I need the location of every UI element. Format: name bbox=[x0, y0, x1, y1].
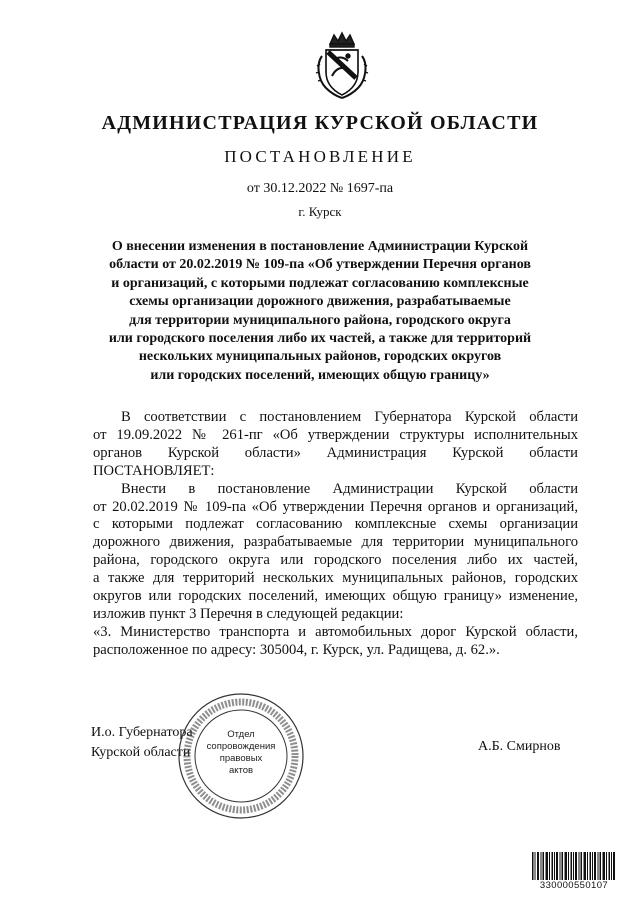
document-heading bbox=[90, 238, 550, 385]
body-line: органов Курской области» Администрация Курской области bbox=[93, 444, 578, 461]
stamp-line: правовых bbox=[219, 753, 263, 764]
document-type: ПОСТАНОВЛЕНИЕ bbox=[224, 147, 416, 166]
barcode-number: 330000550107 bbox=[529, 880, 619, 891]
body-line: а также для территорий нескольких муниципальных районов, городских bbox=[93, 570, 578, 587]
organization-title: АДМИНИСТРАЦИЯ КУРСКОЙ ОБЛАСТИ bbox=[101, 112, 539, 134]
heading-line: схемы организации дорожного движения, разрабатываемые bbox=[129, 294, 511, 310]
date-number: от 30.12.2022 № 1697-па bbox=[246, 181, 394, 196]
body-line: с которыми подлежат согласованию комплексные схемы организации bbox=[93, 516, 578, 533]
body-line: «3. Министерство транспорта и автомобильных дорог Курской области, bbox=[93, 623, 578, 640]
body-line: дорожного движения, разрабатываемые для территории муниципального bbox=[93, 534, 578, 551]
heading-line: или городских поселений, имеющих общую границу» bbox=[150, 367, 490, 383]
heading-line: О внесении изменения в постановление Администрации Курской bbox=[111, 239, 529, 254]
body-line: от 20.02.2019 № 109-па «Об утверждении Перечня органов и организаций, bbox=[93, 498, 578, 515]
body-line: ПОСТАНОВЛЯЕТ: bbox=[93, 462, 215, 479]
body-line: района, городского округа или городского поселения либо их частей, bbox=[93, 552, 578, 569]
coat-of-arms-emblem bbox=[312, 30, 372, 100]
document-body bbox=[93, 409, 578, 660]
signatory-position-line: И.о. Губернатора bbox=[91, 725, 193, 740]
heading-line: или городского поселения либо их частей, а также для территорий bbox=[108, 331, 532, 347]
stamp-line: сопровождения bbox=[206, 741, 276, 752]
signatory-name: А.Б. Смирнов bbox=[478, 739, 561, 754]
heading-line: нескольких муниципальных районов, городских округов bbox=[138, 349, 502, 365]
stamp-line: Отдел bbox=[227, 729, 255, 740]
body-line: Внести в постановление Администрации Курской области bbox=[121, 480, 578, 497]
city: г. Курск bbox=[298, 204, 342, 219]
body-line: В соответствии с постановлением Губернатора Курской области bbox=[121, 409, 578, 425]
heading-line: области от 20.02.2019 № 109-па «Об утверждении Перечня органов bbox=[109, 257, 531, 273]
body-line: от 19.09.2022 № 261-пг «Об утверждении структуры исполнительных bbox=[93, 426, 578, 443]
heading-line: и организаций, с которыми подлежат согласованию комплексные bbox=[111, 275, 529, 291]
heading-line: для территории муниципального района, городского округа bbox=[129, 312, 511, 328]
signatory-position-line: Курской области bbox=[91, 745, 191, 760]
stamp-inner-text bbox=[200, 729, 282, 777]
body-line: округов или городских поселений, имеющих общую границу» изменение, bbox=[93, 588, 578, 605]
body-line: изложив пункт 3 Перечня в следующей редакции: bbox=[93, 605, 404, 622]
stamp-line: актов bbox=[228, 765, 254, 776]
body-line: расположенное по адресу: 305004, г. Курск, ул. Радищева, д. 62.». bbox=[93, 641, 500, 658]
